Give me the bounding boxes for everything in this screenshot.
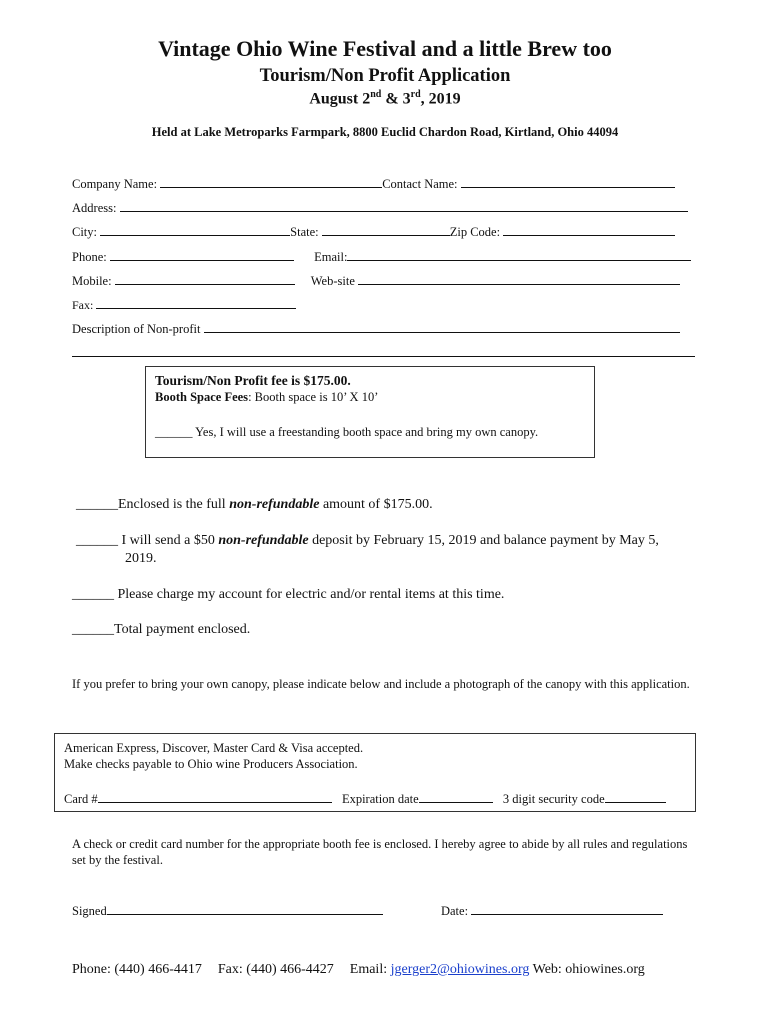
opt4-blank[interactable]: ______ [72, 622, 114, 637]
expiration-label: Expiration date [341, 792, 419, 806]
opt1-blank[interactable]: ______ [76, 497, 118, 512]
contact-footer [72, 962, 645, 978]
date-label: Date: [440, 904, 469, 918]
footer-fax: Fax: (440) 466-4427 [217, 962, 334, 977]
company-name-field[interactable] [160, 175, 382, 188]
signed-label: Signed [72, 904, 107, 918]
card-label: Card # [64, 792, 98, 806]
signature-row [72, 902, 663, 919]
card-box [54, 733, 696, 812]
footer-phone: Phone: (440) 466-4417 [72, 962, 202, 977]
fee-box [145, 366, 595, 458]
phone-field[interactable] [110, 248, 294, 261]
footer-email-label: Email: [349, 962, 391, 977]
checks-payable: Make checks payable to Ohio wine Producers Association. [64, 757, 358, 771]
city-state-zip-row [72, 223, 675, 240]
address-field[interactable] [120, 199, 688, 212]
booth-label: Booth Space Fees [155, 390, 249, 404]
date-mid: & 3 [381, 90, 411, 108]
date-suffix: , 2019 [420, 90, 461, 108]
fax-row [72, 296, 296, 313]
opt3-text: Please charge my account for electric and/or rental items at this time. [114, 587, 505, 602]
mobile-website-row [72, 272, 680, 289]
date-field[interactable] [471, 902, 663, 915]
card-details-row [64, 790, 666, 807]
opt2-post: deposit by February 15, 2019 and balance payment by May 5, [308, 533, 659, 548]
phone-label: Phone: [72, 250, 107, 264]
address-label: Address: [72, 201, 117, 215]
email-label: Email: [314, 250, 348, 264]
venue-line: Held at Lake Metroparks Farmpark, 8800 Euclid Chardon Road, Kirtland, Ohio 44094 [151, 125, 619, 139]
agreement-text: A check or credit card number for the appropriate booth fee is enclosed. I hereby agree to abide by all rules and regulations set by the festival. [72, 837, 688, 867]
company-label: Company Name: [72, 177, 158, 191]
payment-option-charge[interactable] [72, 587, 504, 603]
description-label: Description of Non-profit [72, 322, 201, 336]
opt1-post: amount of $175.00. [319, 497, 433, 512]
zip-code-field[interactable] [503, 223, 675, 236]
footer-email-link[interactable]: jgerger2@ohiowines.org [390, 962, 530, 977]
card-number-field[interactable] [98, 790, 332, 803]
payment-option-total[interactable] [72, 622, 250, 638]
canopy-blank[interactable]: ______ [155, 425, 193, 439]
company-contact-row [72, 175, 675, 192]
city-field[interactable] [100, 223, 290, 236]
address-row [72, 199, 688, 216]
zip-label: Zip Code: [449, 225, 501, 239]
payment-option-deposit-line2: 2019. [125, 551, 157, 566]
state-field[interactable] [322, 223, 450, 236]
date-sup-nd: nd [370, 89, 382, 100]
cards-accepted: American Express, Discover, Master Card & Visa accepted. [64, 741, 364, 755]
canopy-text: Yes, I will use a freestanding booth space and bring my own canopy. [192, 425, 539, 439]
canopy-note: If you prefer to bring your own canopy, please indicate below and include a photograph of the canopy with this application. [72, 677, 690, 691]
contact-name-field[interactable] [461, 175, 675, 188]
city-label: City: [72, 225, 98, 239]
expiration-date-field[interactable] [419, 790, 493, 803]
opt2-pre: I will send a $50 [118, 533, 219, 548]
payment-option-deposit[interactable] [76, 533, 659, 549]
mobile-field[interactable] [115, 272, 295, 285]
signature-field[interactable] [107, 902, 383, 915]
booth-space-fees [155, 390, 585, 405]
security-label: 3 digit security code [502, 792, 605, 806]
opt2-emphasis: non-refundable [218, 533, 309, 548]
form-subtitle: Tourism/Non Profit Application [259, 66, 511, 86]
description-row [72, 320, 680, 337]
opt3-blank[interactable]: ______ [72, 587, 114, 602]
description-field-line-2[interactable] [72, 356, 695, 357]
fax-field[interactable] [96, 296, 296, 309]
mobile-label: Mobile: [72, 274, 112, 288]
state-label: State: [290, 225, 319, 239]
payment-option-full[interactable] [76, 497, 433, 513]
date-prefix: August 2 [309, 90, 371, 108]
opt1-emphasis: non-refundable [229, 497, 320, 512]
phone-email-row [72, 248, 691, 265]
website-label: Web-site [310, 274, 355, 288]
booth-text: : Booth space is 10’ X 10’ [248, 390, 379, 404]
footer-web: Web: ohiowines.org [529, 962, 645, 977]
fax-label: Fax: [72, 298, 94, 312]
date-sup-rd: rd [410, 89, 421, 100]
opt4-text: Total payment enclosed. [114, 622, 251, 637]
security-code-field[interactable] [605, 790, 666, 803]
opt2-blank[interactable]: ______ [76, 533, 118, 548]
website-field[interactable] [358, 272, 680, 285]
event-dates [0, 89, 770, 108]
fee-heading: Tourism/Non Profit fee is $175.00. [155, 373, 351, 388]
form-title: Vintage Ohio Wine Festival and a little Brew too [158, 36, 612, 61]
contact-label: Contact Name: [382, 177, 458, 191]
opt1-pre: Enclosed is the full [118, 497, 230, 512]
email-field[interactable] [347, 248, 691, 261]
canopy-option[interactable] [155, 425, 585, 440]
description-field[interactable] [204, 320, 680, 333]
